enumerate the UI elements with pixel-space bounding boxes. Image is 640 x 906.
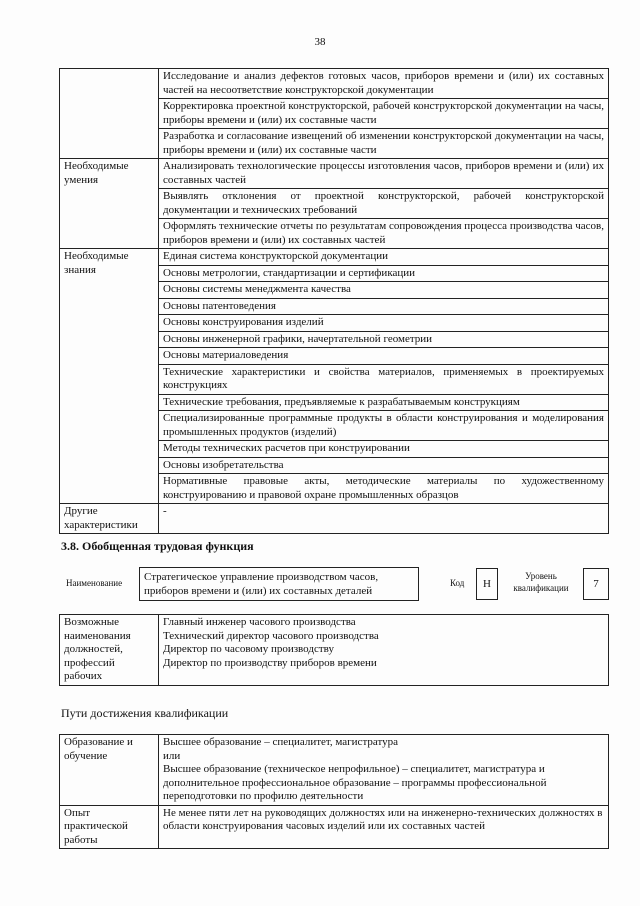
table-cell: Основы метрологии, стандартизации и сертификации [159, 265, 609, 282]
education-label: Образование и обучение [60, 735, 159, 806]
table-row [60, 249, 609, 266]
table-row [60, 159, 609, 189]
table-cell: Основы материаловедения [159, 348, 609, 365]
row-label-skills: Необходимые умения [60, 159, 159, 249]
table-cell: Разработка и согласование извещений об изменении конструкторской документации на часы, приборы времени и (или) их составные части [159, 129, 609, 159]
table-cell: Основы конструирования изделий [159, 315, 609, 332]
section-heading: 3.8. Обобщенная трудовая функция [61, 539, 254, 553]
table-cell: Единая система конструкторской документации [159, 249, 609, 266]
positions-table [59, 614, 609, 686]
table-cell: Специализированные программные продукты в области конструирования и моделирования промышленных продуктов (изделий) [159, 411, 609, 441]
table-cell: Методы технических расчетов при конструировании [159, 441, 609, 458]
table-cell: - [159, 504, 609, 534]
list-item: Высшее образование – специалитет, магистратура [163, 736, 399, 748]
table-cell: Исследование и анализ дефектов готовых часов, приборов времени и (или) их составных частей на несоответствие конструкторской документации [159, 69, 609, 99]
list-item: Директор по часовому производству [163, 643, 334, 655]
name-value: Стратегическое управление производством часов, приборов времени и (или) их составных деталей [139, 567, 419, 601]
table-cell: Нормативные правовые акты, методические материалы по художественному конструированию и правовой охране промышленных образцов [159, 474, 609, 504]
qualification-paths-table [59, 734, 609, 849]
code-label: Код [450, 578, 465, 588]
row-label [60, 69, 159, 159]
table-row [60, 615, 609, 686]
table-row [60, 805, 609, 849]
code-value: H [476, 568, 498, 600]
competence-table [59, 68, 609, 534]
list-item: Технический директор часового производства [163, 629, 379, 642]
table-cell: Основы системы менеджмента качества [159, 282, 609, 299]
table-row [60, 504, 609, 534]
table-cell: Основы патентоведения [159, 298, 609, 315]
list-item: Высшее образование (техническое непрофильное) – специалитет, магистратура и дополнительное профессиональное образование – программы профессиональной переподготовки по профилю деятельности [163, 763, 547, 802]
table-cell: Оформлять технические отчеты по результатам сопровождения процесса производства часов, приборов времени и (или) их составных частей [159, 219, 609, 249]
level-value: 7 [583, 568, 609, 600]
paths-title: Пути достижения квалификации [61, 706, 229, 720]
table-cell: Выявлять отклонения от проектной конструкторской, рабочей конструкторской документации и технических требований [159, 189, 609, 219]
row-label-knowledge: Необходимые знания [60, 249, 159, 504]
table-cell: Основы изобретательства [159, 457, 609, 474]
page-number: 38 [314, 36, 326, 48]
positions-label: Возможные наименования должностей, профессий рабочих [60, 615, 159, 686]
experience-value: Не менее пяти лет на руководящих должностях или на инженерно-технических должностях в области конструирования часовых изделий или их составных частей [159, 805, 609, 849]
table-cell: Анализировать технологические процессы изготовления часов, приборов времени и (или) их составных частей [159, 159, 609, 189]
table-row [60, 735, 609, 806]
row-label-other: Другие характеристики [60, 504, 159, 534]
table-cell: Основы инженерной графики, начертательной геометрии [159, 331, 609, 348]
positions-list [159, 615, 609, 686]
experience-label: Опыт практической работы [60, 805, 159, 849]
list-item: или [163, 749, 181, 762]
name-label: Наименование [66, 578, 123, 588]
table-cell: Технические требования, предъявляемые к разрабатываемым конструкциям [159, 394, 609, 411]
list-item: Директор по производству приборов времени [163, 656, 377, 669]
level-label: Уровень квалификации [513, 571, 569, 593]
table-cell: Технические характеристики и свойства материалов, применяемых в проектируемых конструкциях [159, 364, 609, 394]
education-value [159, 735, 609, 806]
table-cell: Корректировка проектной конструкторской, рабочей конструкторской документации на часы, приборы времени и (или) их составные части [159, 99, 609, 129]
table-row [60, 69, 609, 99]
list-item: Главный инженер часового производства [163, 616, 356, 628]
